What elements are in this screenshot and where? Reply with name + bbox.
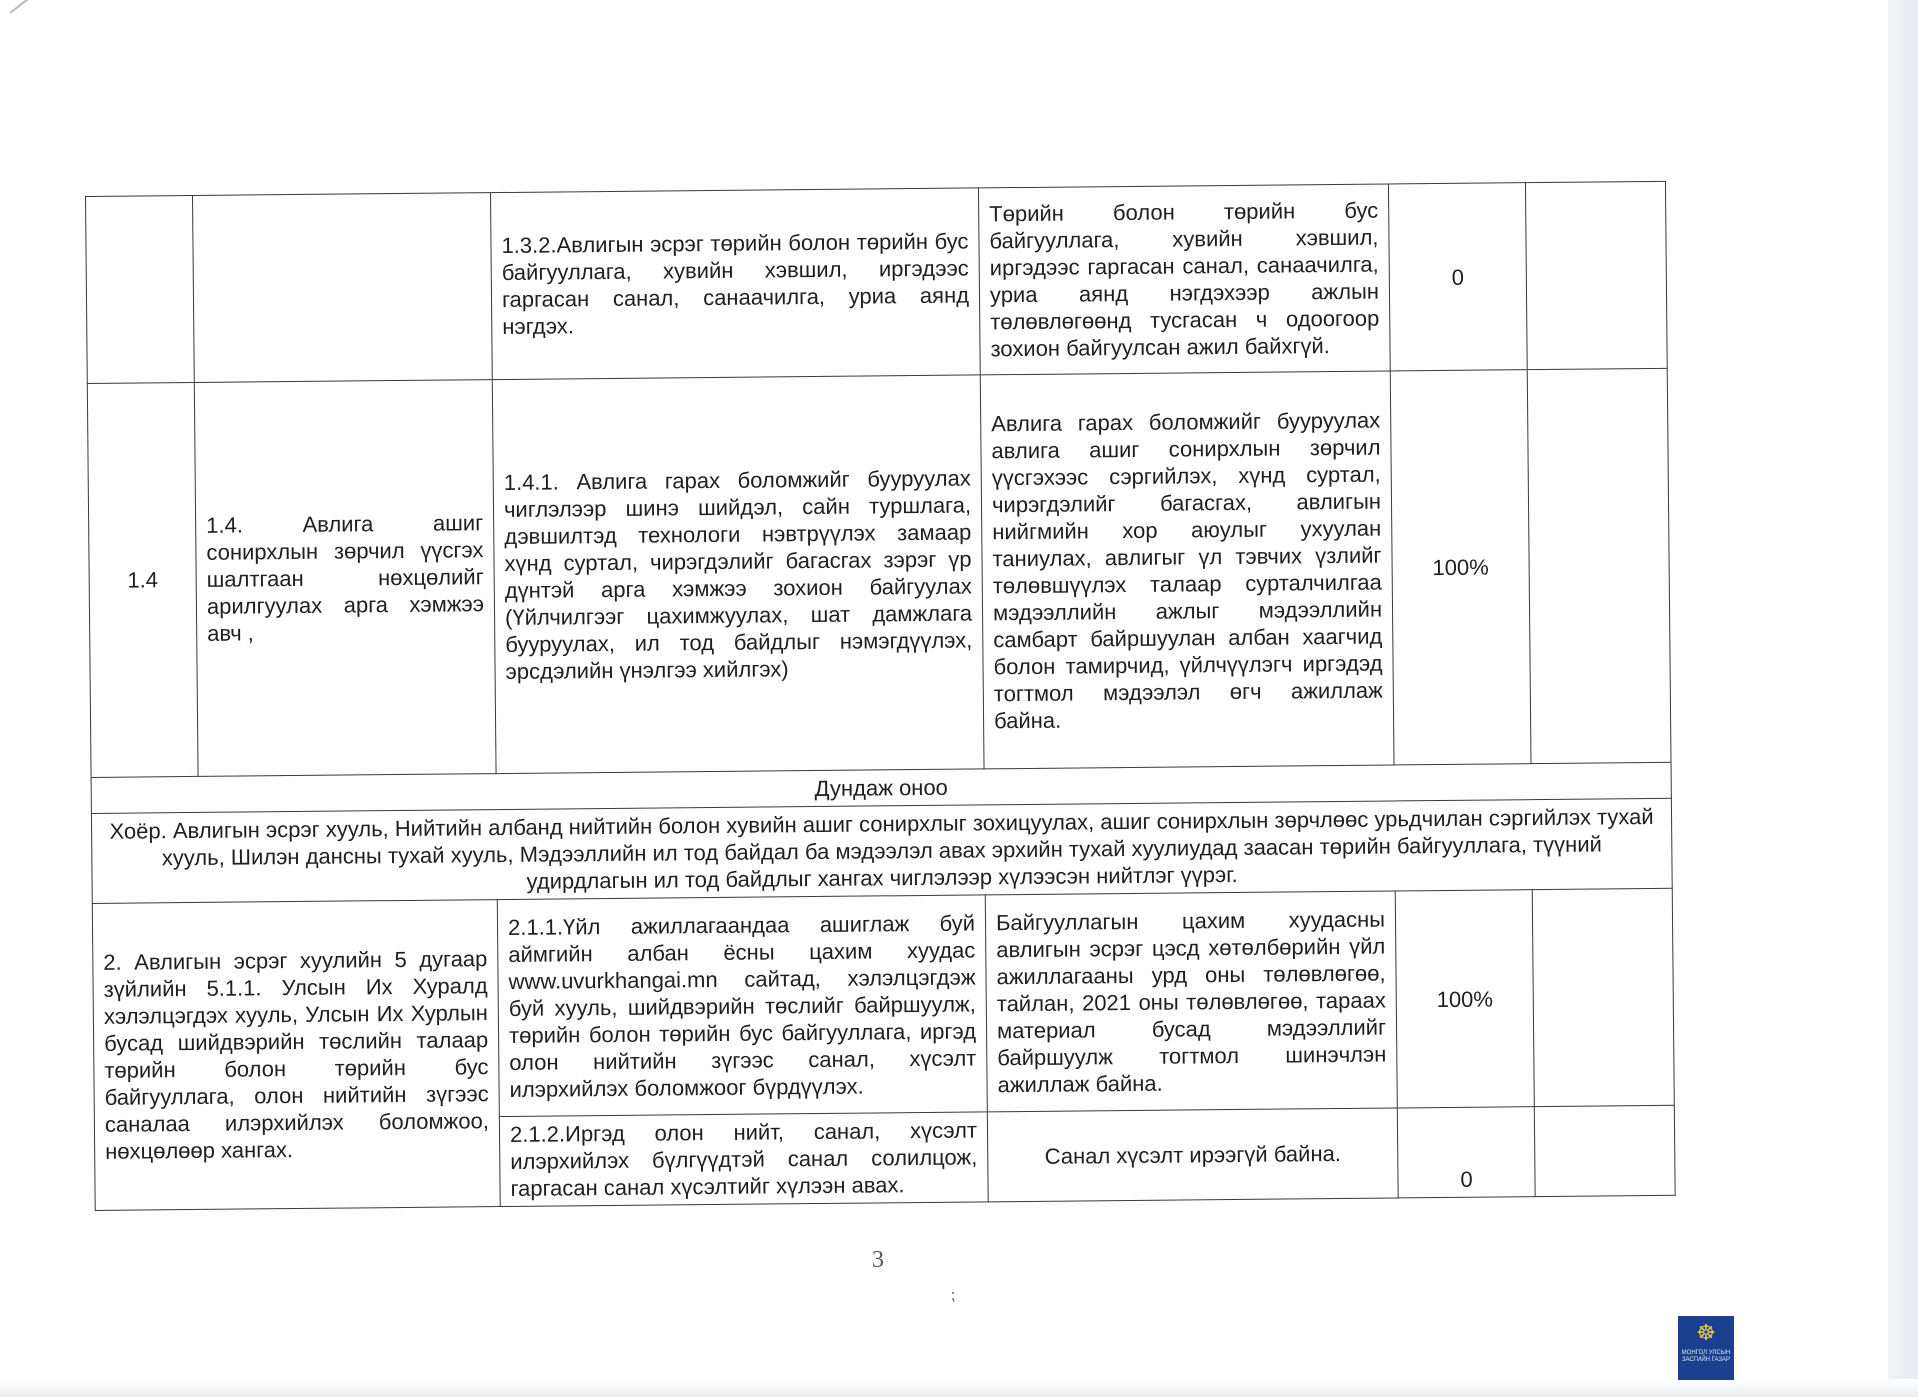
- result-cell: Санал хүсэлт ирээгүй байна.: [987, 1108, 1398, 1202]
- result-cell: Төрийн болон төрийн бус байгууллага, хувийн хэвшил, иргэдээс гаргасан санал, санаачилга, уриа аянд нэгдэхээр ажлын төлөвлөгөөнд тусгасан ч одоогоор зохион байгуулсан ажил байхгүй.: [978, 184, 1390, 375]
- activity-cell: 1.4.1. Авлига гарах боломжийг бууруулах чиглэлээр шинэ шийдэл, сайн туршлага, дэвшилтэд технологи нэвтрүүлэх замаар хүнд суртал, чирэгдэлийг багасгах зэрэг үр дүнтэй арга хэмжээ зохион байгуулах (Үйлчилгээг цахимжуулах, шат дамжлага бууруулах, ил тод байдлыг нэмэгдүүлэх, эрсдэлийн үнэлгээ хийлгэх): [492, 375, 984, 774]
- scan-corner-mark: [9, 0, 58, 14]
- result-cell: Авлига гарах боломжийг бууруулах авлига ашиг сонирхлын зөрчил үүсгэхээс сэргийлэх, хүнд суртал, чирэгдэлийг багасгах, авлигын нийгмийн хор аюулыг ухуулан таниулах, авлигыг үл тэвчих үзлийг төлөвшүүлэх талаар сурталчилгаа мэдээллийн ажлыг мэдээллийн самбарт байршуулан албан хаагчид болон тамирчид, үйлчүүлэгч иргэдэд тогтмол мэдээлэл өгч ажиллаж байна.: [980, 371, 1394, 769]
- activity-cell: 1.3.2.Авлигын эсрэг төрийн болон төрийн бус байгууллага, хувийн хэвшил, иргэдээс гаргасан санал, санаачилга, уриа аянд нэгдэх.: [490, 188, 980, 380]
- row-number-cell: 1.4: [87, 382, 198, 777]
- page-number: 3: [872, 1247, 884, 1273]
- note-cell: [1527, 368, 1671, 763]
- note-cell: [1532, 888, 1674, 1106]
- average-label: Дундаж оноо: [91, 762, 1671, 813]
- score-cell: 100%: [1395, 890, 1534, 1108]
- score-cell: 0: [1397, 1107, 1535, 1198]
- section-two-heading: Хоёр. Авлигын эсрэг хууль, Нийтийн албанд нийтийн болон хувийн ашиг сонирхлыг зохицуулах, ашиг сонирхлын зөрчлөөс урьдчилан сэргийлэх тухай хууль, Шилэн дансны тухай хууль, Мэдээллийн ил тод байдал ба мэдээлэл авах эрхийн тухай хуулиудад заасан төрийн байгууллага, түүний удирдлагын ил тод байдлыг хангах чиглэлээр хүлээсэн нийтлэг үүрэг.: [91, 798, 1672, 903]
- note-cell: [1525, 181, 1667, 369]
- scan-bottom-edge: [0, 1379, 1918, 1397]
- evaluation-table: [85, 181, 1676, 1211]
- activity-cell: 2.1.1.Үйл ажиллагаандаа ашиглаж буй аймгийн албан ёсны цахим хуудас www.uvurkhangai.mn сайтад, хэлэлцэгдэж буй хууль, шийдвэрийн төслийг байршуулж, төрийн болон төрийн бус байгууллага, иргэд олон нийтийн зүгээс санал, хүсэлт илэрхийлэх боломжоог бүрдүүлэх.: [497, 895, 987, 1117]
- result-cell: Байгууллагын цахим хуудасны авлигын эсрэг цэсд хөтөлбөрийн үйл ажиллагааны урд оны төлөвлөгөө, тайлан, 2021 оны төлөвлөгөө, тараах материал бусад мэдээллийг байршуулж тогтмол шинэчлэн ажиллаж байна.: [985, 891, 1397, 1112]
- score-cell: 100%: [1390, 370, 1531, 765]
- table-row: [86, 181, 1668, 383]
- table-row: [92, 888, 1674, 1120]
- section-heading-row: [91, 798, 1672, 903]
- table-row: [87, 368, 1671, 777]
- goal-cell: [192, 193, 492, 383]
- scan-speck: ⁏: [950, 1287, 956, 1304]
- government-emblem: [1678, 1316, 1734, 1380]
- soyombo-icon: ☸: [1696, 1320, 1716, 1345]
- score-cell: 0: [1388, 183, 1527, 371]
- note-cell: [1534, 1105, 1675, 1196]
- emblem-caption: МОНГОЛ УЛСЫН ЗАСГИЙН ГАЗАР: [1681, 1350, 1731, 1363]
- row-number-cell: [86, 195, 195, 383]
- scan-right-edge: [1888, 0, 1918, 1397]
- activity-cell: 2.1.2.Иргэд олон нийт, санал, хүсэлт илэрхийлэх бүлгүүдтэй санал солилцож, гаргасан санал хүсэлтийг хүлээн авах.: [499, 1112, 988, 1207]
- goal-cell: 1.4. Авлига ашиг сонирхлын зөрчил үүсгэх шалтгаан нөхцөлийг арилгуулах арга хэмжээ авч ,: [194, 380, 496, 777]
- goal-cell: 2. Авлигын эсрэг хуулийн 5 дугаар зүйлийн 5.1.1. Улсын Их Хуралд хэлэлцэгдэх хууль, Улсын Их Хурлын бусад шийдвэрийн төслийн талаар төрийн болон төрийн бус байгууллага, олон нийтийн зүгээс саналаа илэрхийлэх боломжоо, нөхцөлөөр хангах.: [92, 900, 500, 1211]
